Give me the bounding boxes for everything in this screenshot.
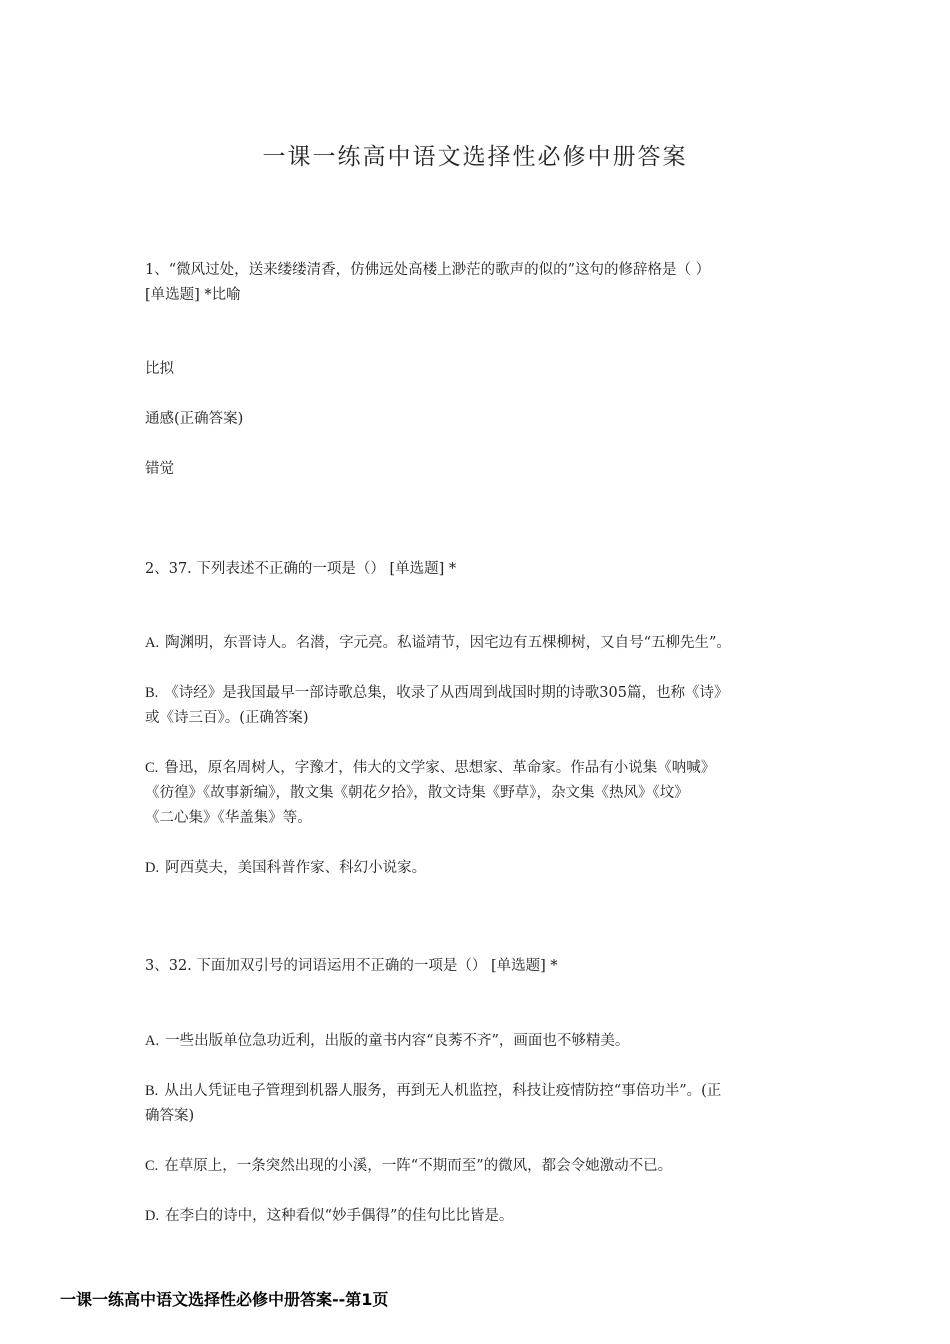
option-label: C.	[145, 760, 159, 776]
option-text: 阿西莫夫，美国科普作家、科幻小说家。	[165, 860, 427, 876]
option-text: 一些出版单位急功近利，出版的童书内容“良莠不齐”，画面也不够精美。	[165, 1033, 630, 1049]
question-1-prompt-line2: [单选题] *比喻	[145, 287, 241, 303]
option-text: 在草原上，一条突然出现的小溪，一阵“不期而至”的微风，都会令她激动不已。	[164, 1158, 673, 1174]
question-3-option-d	[145, 1204, 825, 1228]
question-1-prompt-line1: 1、“微风过处，送来缕缕清香，仿佛远处高楼上渺茫的歌声的似的”这句的修辞格是（ ）	[145, 262, 711, 278]
question-1-option: 错觉	[145, 461, 174, 477]
option-label: A.	[145, 635, 160, 651]
question-1-option: 比拟	[145, 361, 174, 377]
question-2-option-b	[145, 681, 825, 705]
option-label: D.	[145, 860, 160, 876]
page-footer: 一课一练高中语文选择性必修中册答案--第1页	[60, 1290, 389, 1309]
option-label: B.	[145, 1083, 159, 1099]
option-text: 鲁迅，原名周树人，字豫才，伟大的文学家、思想家、革命家。作品有小说集《呐喊》	[164, 760, 716, 776]
document-title: 一课一练高中语文选择性必修中册答案	[262, 144, 688, 170]
question-1-option-correct: 通感(正确答案)	[145, 411, 244, 427]
question-3-option-a	[145, 1029, 825, 1053]
question-3-option-b-line2: 确答案)	[145, 1108, 195, 1124]
option-text: 陶渊明，东晋诗人。名潜，字元亮。私谥靖节，因宅边有五棵柳树，又自号“五柳先生”。	[165, 635, 731, 651]
option-label: C.	[145, 1158, 159, 1174]
question-2-option-a	[145, 631, 825, 655]
option-label: A.	[145, 1033, 160, 1049]
question-2-option-c	[145, 756, 825, 780]
option-text: 《诗经》是我国最早一部诗歌总集，收录了从西周到战国时期的诗歌305篇，也称《诗》	[164, 685, 729, 701]
question-3-prompt: 3、32. 下面加双引号的词语运用不正确的一项是（） [单选题] *	[145, 958, 558, 974]
question-2-option-c-line2: 《彷徨》《故事新编》，散文集《朝花夕拾》，散文诗集《野草》，杂文集《热风》《坟》	[145, 785, 689, 801]
option-label: D.	[145, 1208, 160, 1224]
question-2-option-b-line2: 或《诗三百》。(正确答案)	[145, 710, 309, 726]
question-3-option-c	[145, 1154, 825, 1178]
option-text: 在李白的诗中，这种看似“妙手偶得”的佳句比比皆是。	[165, 1208, 514, 1224]
question-2-option-c-line3: 《二心集》《华盖集》等。	[145, 810, 312, 826]
option-label: B.	[145, 685, 159, 701]
question-3-option-b	[145, 1079, 825, 1103]
question-2-option-d	[145, 856, 825, 880]
option-text: 从出人凭证电子管理到机器人服务，再到无人机监控，科技让疫情防控“事倍功半”。(正	[164, 1083, 722, 1099]
question-2-prompt: 2、37. 下列表述不正确的一项是（） [单选题] *	[145, 561, 457, 577]
